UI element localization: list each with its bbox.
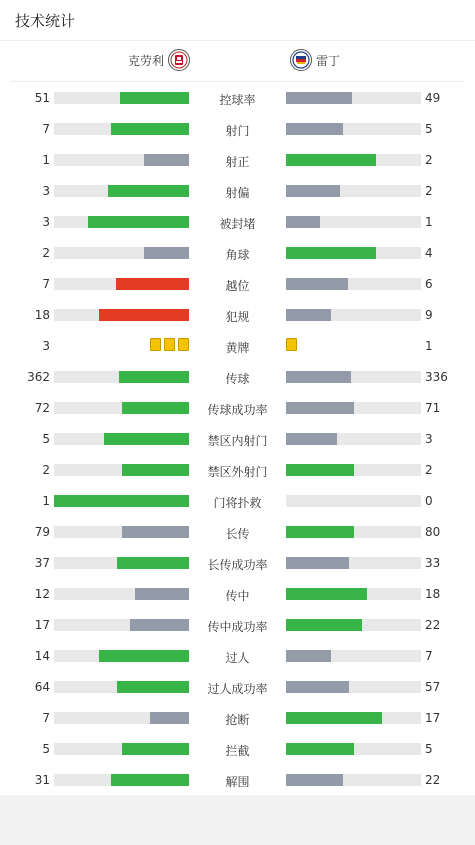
home-stat-value: 17 [34,618,50,632]
home-stat-bar-fill [150,712,189,724]
home-stat-bar [54,433,189,445]
home-stat-bar-fill [122,402,190,414]
away-stat-bar-fill [286,92,352,104]
home-stat-bar-fill [122,464,190,476]
stat-row [0,610,475,641]
home-stat-bar-fill [108,185,189,197]
stat-label: 禁区外射门 [207,465,268,479]
away-stat-value: 9 [425,308,433,322]
stat-row [0,641,475,672]
home-stat-value: 1 [42,494,50,508]
stat-row [0,145,475,176]
away-stat-value: 4 [425,246,433,260]
home-stat-bar-fill [122,526,190,538]
stat-row [0,579,475,610]
away-stat-bar [286,774,421,786]
stat-row [0,424,475,455]
away-stat-value: 18 [425,587,441,601]
home-stat-bar-fill [104,433,189,445]
away-stat-bar [286,526,421,538]
away-stat-value: 80 [425,525,441,539]
away-stat-bar [286,650,421,662]
home-stat-bar [54,681,189,693]
home-stat-bar-fill [117,681,189,693]
home-stat-bar-fill [130,619,189,631]
stat-row [0,362,475,393]
away-stat-bar-fill [286,588,367,600]
stat-row [0,331,475,362]
home-stat-value: 12 [34,587,50,601]
stat-label: 越位 [225,279,250,293]
home-team-crest-icon [168,49,190,71]
away-stat-value: 1 [425,339,433,353]
teams-header [10,41,465,82]
away-stat-bar-fill [286,712,382,724]
home-stat-value: 3 [42,215,50,229]
stat-label: 禁区内射门 [207,434,268,448]
away-stat-bar [286,92,421,104]
stat-label: 长传 [225,527,250,541]
stat-label: 解围 [225,775,250,789]
home-stat-value: 72 [34,401,50,415]
home-stat-bar-fill [54,495,189,507]
home-stat-bar [54,185,189,197]
home-stat-value: 1 [42,153,50,167]
home-stat-bar-fill [144,154,189,166]
stat-row [0,672,475,703]
away-stat-value: 33 [425,556,441,570]
home-stat-bar-fill [144,247,189,259]
home-stat-value: 7 [42,277,50,291]
away-stat-value: 5 [425,742,433,756]
away-stat-bar-fill [286,216,320,228]
away-stat-bar [286,309,421,321]
home-stat-value: 5 [42,742,50,756]
yellow-card-icon [150,338,161,351]
away-team-crest-icon [290,49,312,71]
home-team-name: 克劳利 [127,53,164,68]
home-stat-value: 7 [42,711,50,725]
away-stat-value: 2 [425,153,433,167]
away-stat-value: 17 [425,711,441,725]
stat-label: 被封堵 [219,217,256,231]
home-stat-bar-fill [120,92,189,104]
away-stat-value: 5 [425,122,433,136]
away-stat-bar-fill [286,402,354,414]
away-stat-bar [286,402,421,414]
away-stat-bar [286,464,421,476]
away-stat-bar-fill [286,278,348,290]
stat-row [0,269,475,300]
home-stat-bar [54,154,189,166]
away-stat-bar [286,433,421,445]
stat-label: 传中 [225,589,250,603]
stat-row [0,207,475,238]
home-stat-bar [54,309,189,321]
home-stat-bar-fill [88,216,189,228]
away-stat-bar [286,185,421,197]
home-stat-bar [54,557,189,569]
home-team[interactable] [128,49,190,71]
home-stat-bar-fill [117,557,189,569]
page-title: 技术统计 [0,0,475,41]
home-stat-bar-fill [99,650,189,662]
away-stat-value: 1 [425,215,433,229]
away-stat-bar-fill [286,619,362,631]
stat-label: 控球率 [219,93,256,107]
yellow-card-icon [164,338,175,351]
home-stat-bar [54,123,189,135]
stats-list [0,83,475,796]
home-stat-bar [54,743,189,755]
home-stat-value: 3 [42,339,50,353]
home-stat-bar [54,92,189,104]
home-stat-value: 51 [34,91,50,105]
stat-row [0,703,475,734]
yellow-card-icon [286,338,297,351]
away-stat-bar [286,123,421,135]
stat-row [0,393,475,424]
stat-label: 门将扑救 [213,496,262,510]
away-stat-bar-fill [286,743,354,755]
home-stat-bar [54,619,189,631]
away-stat-value: 57 [425,680,441,694]
away-stat-value: 2 [425,463,433,477]
home-stat-bar [54,495,189,507]
home-stat-value: 37 [34,556,50,570]
away-stat-bar [286,557,421,569]
home-stat-bar-fill [111,774,189,786]
home-stat-bar [54,216,189,228]
home-stat-value: 362 [27,370,50,384]
home-stat-bar [54,588,189,600]
stat-label: 过人 [225,651,250,665]
home-stat-bar-fill [135,588,189,600]
away-stat-bar [286,247,421,259]
away-stat-bar [286,743,421,755]
away-stat-bar [286,278,421,290]
stat-row [0,734,475,765]
stat-label: 黄牌 [225,341,250,355]
home-stat-bar-fill [99,309,189,321]
away-stat-value: 6 [425,277,433,291]
home-stat-value: 5 [42,432,50,446]
home-stat-bar [54,774,189,786]
away-yellow-cards [286,338,297,351]
home-stat-value: 31 [34,773,50,787]
stat-row [0,176,475,207]
away-stat-value: 7 [425,649,433,663]
away-stat-value: 22 [425,773,441,787]
home-stat-bar [54,526,189,538]
away-stat-value: 49 [425,91,441,105]
away-stat-bar-fill [286,681,349,693]
home-stat-bar [54,712,189,724]
stat-label: 长传成功率 [207,558,268,572]
stat-label: 过人成功率 [207,682,268,696]
away-stat-bar [286,681,421,693]
away-stat-value: 336 [425,370,448,384]
home-stat-bar [54,278,189,290]
away-stat-bar-fill [286,123,343,135]
away-stat-bar [286,588,421,600]
stat-row [0,765,475,796]
away-stat-value: 22 [425,618,441,632]
away-stat-bar-fill [286,650,331,662]
stat-row [0,486,475,517]
away-stat-value: 71 [425,401,441,415]
home-stat-value: 18 [34,308,50,322]
away-stat-value: 0 [425,494,433,508]
stat-label: 传球 [225,372,250,386]
away-stat-bar [286,619,421,631]
home-stat-value: 3 [42,184,50,198]
away-stat-bar-fill [286,774,343,786]
away-stat-value: 2 [425,184,433,198]
away-stat-bar [286,216,421,228]
home-stat-value: 7 [42,122,50,136]
home-stat-bar [54,247,189,259]
stat-label: 传球成功率 [207,403,268,417]
home-stat-value: 2 [42,463,50,477]
home-stat-value: 79 [34,525,50,539]
stat-row [0,83,475,114]
away-stat-bar [286,712,421,724]
away-stat-bar-fill [286,154,376,166]
stat-row [0,114,475,145]
home-yellow-cards [150,338,189,351]
away-stat-bar-fill [286,247,376,259]
stat-row [0,548,475,579]
stat-label: 角球 [225,248,250,262]
home-stat-value: 64 [34,680,50,694]
stat-label: 拦截 [225,744,250,758]
stat-row [0,300,475,331]
stat-row [0,455,475,486]
away-stat-bar-fill [286,309,331,321]
home-stat-bar-fill [122,743,190,755]
away-stat-bar-fill [286,371,351,383]
stat-row [0,238,475,269]
stat-row [0,517,475,548]
stat-label: 射正 [225,155,250,169]
away-stat-bar [286,154,421,166]
home-stat-bar [54,402,189,414]
stat-label: 犯规 [225,310,250,324]
away-stat-bar-fill [286,464,354,476]
yellow-card-icon [178,338,189,351]
home-stat-value: 2 [42,246,50,260]
away-stat-bar-fill [286,526,354,538]
home-stat-bar-fill [116,278,189,290]
away-stat-bar [286,371,421,383]
away-stat-bar-fill [286,185,340,197]
home-stat-bar [54,650,189,662]
home-stat-bar-fill [119,371,189,383]
away-stat-bar-fill [286,433,337,445]
away-team-name: 雷丁 [316,53,341,68]
home-stat-bar [54,371,189,383]
stat-label: 射门 [225,124,250,138]
stat-label: 抢断 [225,713,250,727]
stat-label: 射偏 [225,186,250,200]
away-stat-bar-fill [286,557,349,569]
away-stat-bar [286,495,421,507]
stat-label: 传中成功率 [207,620,268,634]
home-stat-bar-fill [111,123,189,135]
home-stat-bar [54,464,189,476]
home-stat-value: 14 [34,649,50,663]
away-stat-value: 3 [425,432,433,446]
away-team[interactable] [290,49,340,71]
